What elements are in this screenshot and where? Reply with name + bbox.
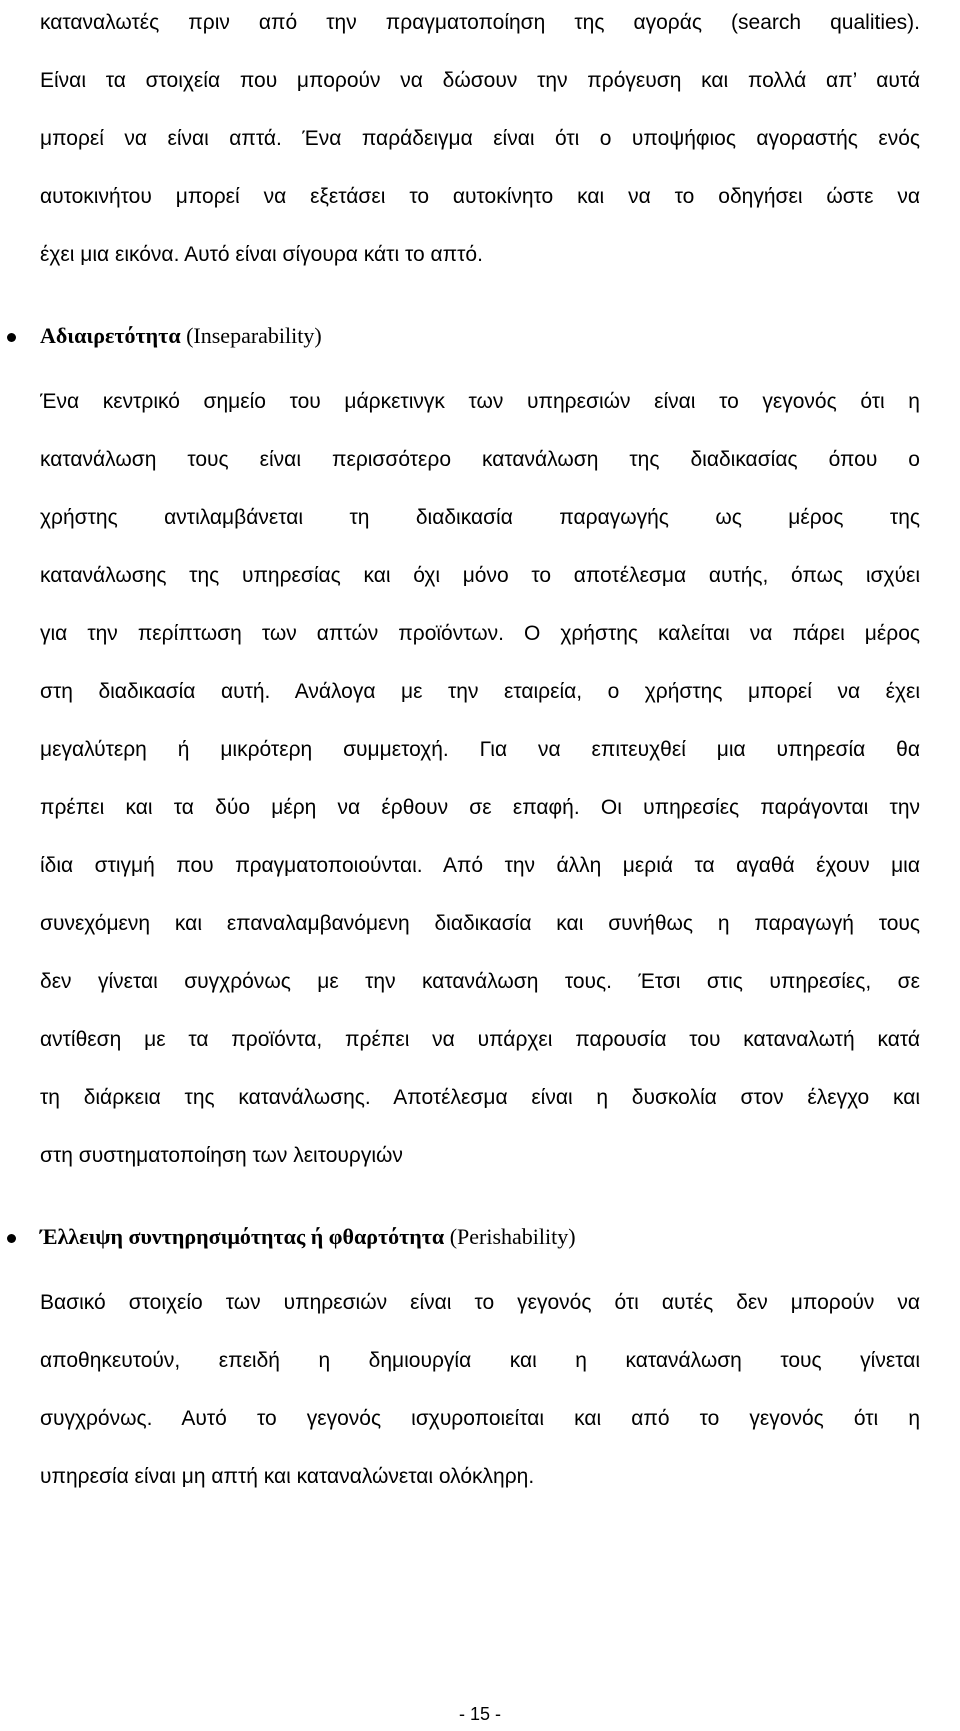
paragraph-line: κατανάλωσης της υπηρεσίας και όχι μόνο το αποτέλεσμα αυτής, όπως ισχύει (40, 564, 920, 587)
paragraph-line: για την περίπτωση των απτών προϊόντων. Ο χρήστης καλείται να πάρει μέρος (40, 622, 920, 645)
section-heading (40, 321, 920, 351)
paragraph-line: μεγαλύτερη ή μικρότερη συμμετοχή. Για να επιτευχθεί μια υπηρεσία θα (40, 738, 920, 761)
paragraph-line: συγχρόνως. Αυτό το γεγονός ισχυροποιείται και από το γεγονός ότι η (40, 1407, 920, 1430)
paragraph-line: έχει μια εικόνα. Αυτό είναι σίγουρα κάτι το απτό. (40, 243, 483, 266)
heading-rest: (Perishability) (444, 1224, 576, 1249)
paragraph-line: μπορεί να είναι απτά. Ένα παράδειγμα είναι ότι ο υποψήφιος αγοραστής ενός (40, 127, 920, 150)
paragraph-line: συνεχόμενη και επαναλαμβανόμενη διαδικασία και συνήθως η παραγωγή τους (40, 912, 920, 935)
heading-rest: (Inseparability) (180, 323, 322, 348)
paragraph-line: Είναι τα στοιχεία που μπορούν να δώσουν την πρόγευση και πολλά απ’ αυτά (40, 69, 920, 92)
paragraph-line: πρέπει και τα δύο μέρη να έρθουν σε επαφή. Οι υπηρεσίες παράγονται την (40, 796, 920, 819)
section-heading (40, 1222, 920, 1252)
paragraph-line: στη διαδικασία αυτή. Ανάλογα με την εταιρεία, ο χρήστης μπορεί να έχει (40, 680, 920, 703)
paragraph-line: Ένα κεντρικό σημείο του μάρκετινγκ των υπηρεσιών είναι το γεγονός ότι η (40, 390, 920, 413)
paragraph-line: αποθηκευτούν, επειδή η δημιουργία και η κατανάλωση τους γίνεται (40, 1349, 920, 1372)
paragraph-line: αυτοκινήτου μπορεί να εξετάσει το αυτοκίνητο και να το οδηγήσει ώστε να (40, 185, 920, 208)
paragraph-line: χρήστης αντιλαμβάνεται τη διαδικασία παραγωγής ως μέρος της (40, 506, 920, 529)
heading-bold: Αδιαιρετότητα (40, 323, 181, 348)
paragraph-line: αντίθεση με τα προϊόντα, πρέπει να υπάρχει παρουσία του καταναλωτή κατά (40, 1028, 920, 1051)
bullet-icon (7, 1234, 16, 1243)
paragraph-line: Βασικό στοιχείο των υπηρεσιών είναι το γεγονός ότι αυτές δεν μπορούν να (40, 1291, 920, 1314)
paragraph-line: δεν γίνεται συγχρόνως με την κατανάλωση τους. Έτσι στις υπηρεσίες, σε (40, 970, 920, 993)
paragraph-line: καταναλωτές πριν από την πραγματοποίηση της αγοράς (search qualities). (40, 11, 920, 34)
paragraph-line: στη συστηματοποίηση των λειτουργιών (40, 1144, 403, 1167)
page-number: - 15 - (458, 1704, 501, 1724)
bullet-icon (7, 333, 16, 342)
heading-bold: Έλλειψη συντηρησιμότητας ή φθαρτότητα (40, 1224, 445, 1249)
paragraph-line: υπηρεσία είναι μη απτή και καταναλώνεται ολόκληρη. (40, 1465, 535, 1488)
paragraph-line: ίδια στιγμή που πραγματοποιούνται. Από την άλλη μεριά τα αγαθά έχουν μια (40, 854, 920, 877)
paragraph-line: κατανάλωση τους είναι περισσότερο κατανάλωση της διαδικασίας όπου ο (40, 448, 920, 471)
paragraph-line: τη διάρκεια της κατανάλωσης. Αποτέλεσμα είναι η δυσκολία στον έλεγχο και (40, 1086, 920, 1109)
